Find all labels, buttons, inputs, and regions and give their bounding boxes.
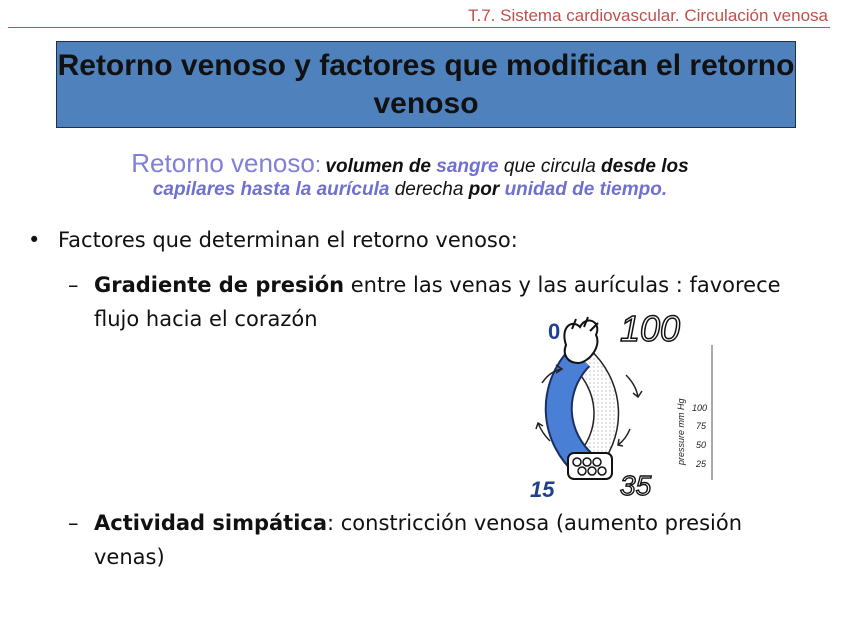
- subbullet-1-text: entre las venas y las aurículas : favorece flujo hacia el corazón: [94, 273, 781, 331]
- def-word-4: desde los: [601, 156, 689, 177]
- def-word-9: .: [661, 179, 668, 200]
- definition: [40, 148, 780, 201]
- label-thirtyfive: 35: [620, 470, 652, 501]
- def-word-8: unidad de tiempo: [504, 179, 662, 200]
- subbullet-2-text: : constricción venosa (aumento presión venas): [94, 511, 743, 569]
- axis-label: pressure mm Hg: [676, 398, 686, 465]
- slide-title: Retorno venoso y factores que modifican el retorno venoso: [57, 48, 795, 120]
- circulation-figure: [480, 305, 720, 505]
- circulation-diagram: [480, 305, 720, 505]
- def-word-3: que circula: [503, 156, 596, 177]
- dash-marker: –: [68, 273, 79, 297]
- scale-tick: 100: [692, 403, 708, 413]
- title-box: [56, 41, 796, 128]
- capillary-bed-icon: [568, 453, 612, 479]
- scale-tick: 25: [696, 459, 707, 469]
- subbullet-2-bold: Actividad simpática: [94, 511, 328, 535]
- header-divider: [8, 27, 830, 28]
- definition-term: Retorno venoso: [131, 148, 315, 178]
- subbullet-1-bold: Gradiente de presión: [94, 273, 345, 297]
- main-bullet-text: Factores que determinan el retorno venoso:: [58, 228, 518, 252]
- label-zero: 0: [548, 319, 561, 344]
- def-word-5: capilares hasta la aurícula: [152, 179, 390, 200]
- def-word-7: por: [468, 179, 500, 200]
- course-header: T.7. Sistema cardiovascular. Circulación venosa: [468, 6, 828, 25]
- scale-tick: 75: [696, 421, 707, 431]
- definition-colon: :: [314, 152, 321, 177]
- label-fifteen: 15: [530, 477, 555, 502]
- bullet-marker: •: [28, 228, 41, 252]
- def-word-1: volumen de: [325, 156, 431, 177]
- scale-tick: 50: [696, 440, 707, 450]
- def-word-2: sangre: [436, 156, 499, 177]
- def-word-6: derecha: [394, 179, 464, 200]
- label-hundred: 100: [620, 308, 681, 349]
- dash-marker: –: [68, 511, 79, 535]
